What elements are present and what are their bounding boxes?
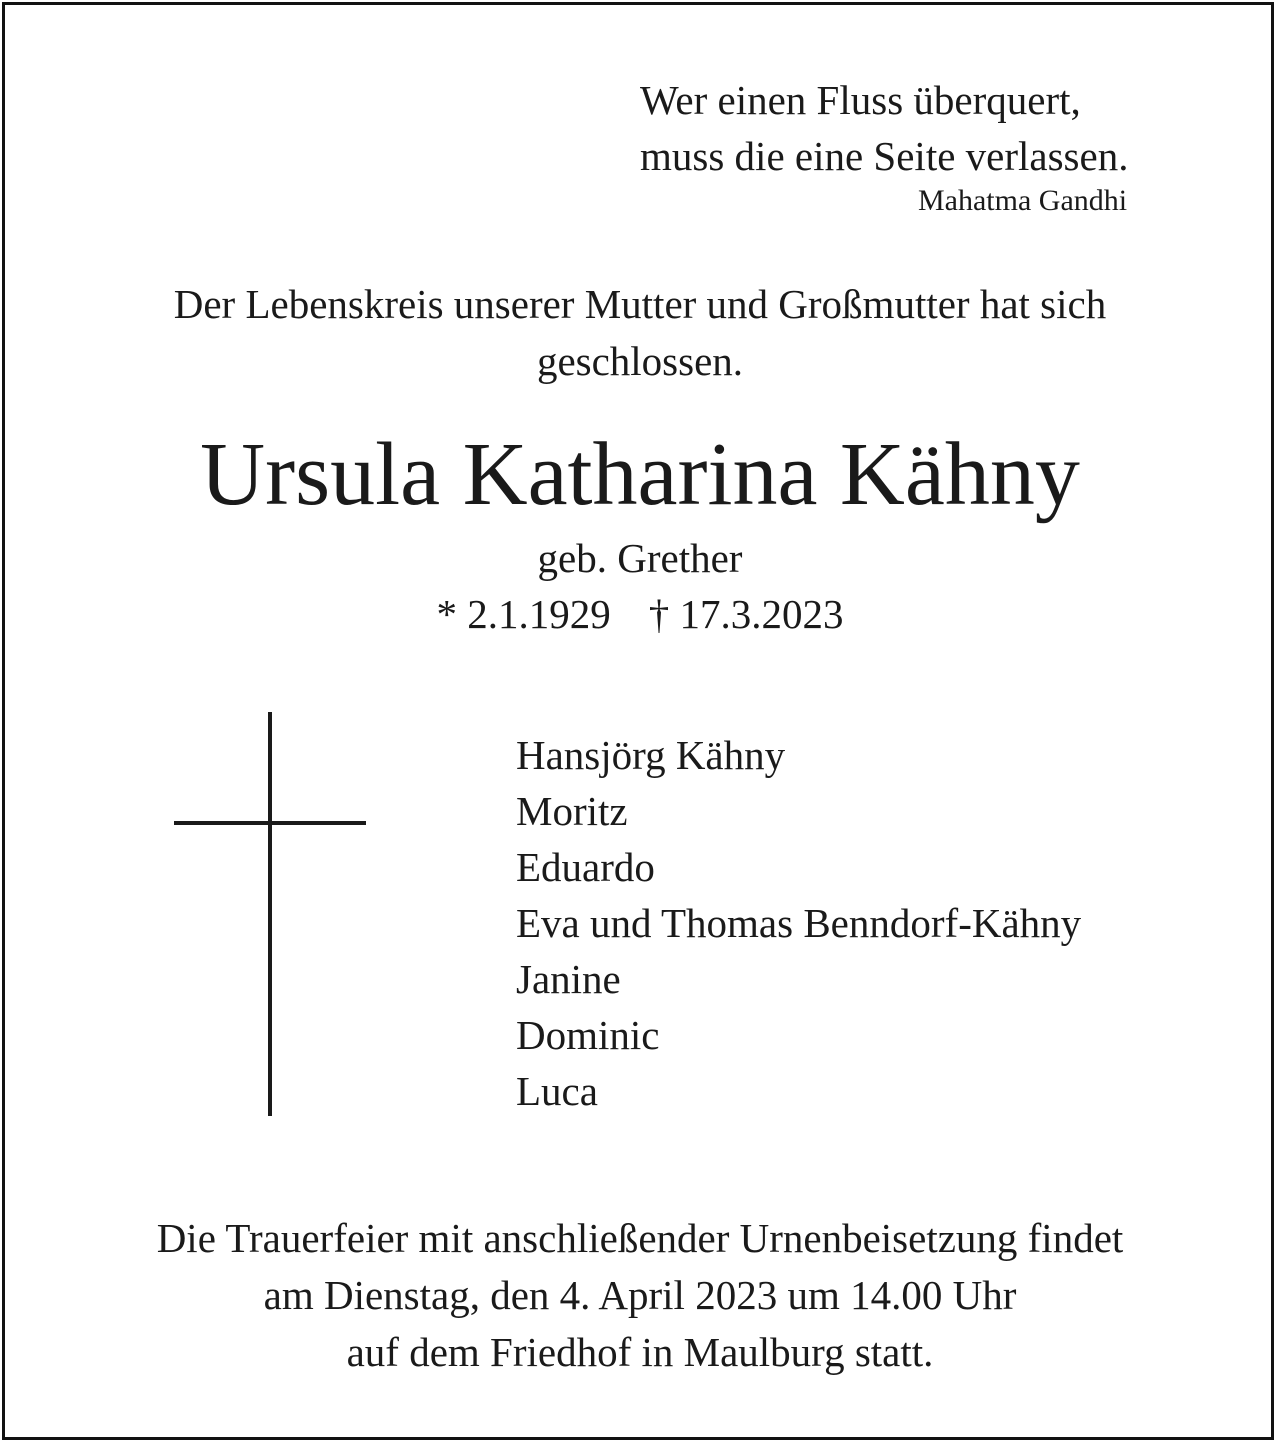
quote-line-1: Wer einen Fluss überquert,: [640, 77, 1081, 123]
mourner: Hansjörg Kähny: [516, 732, 786, 778]
death-date: † 17.3.2023: [648, 591, 844, 637]
intro-line-1: Der Lebenskreis unserer Mutter und Großmutter hat sich: [173, 281, 1107, 327]
mourner: Eduardo: [516, 844, 655, 890]
cross-vertical-bar: [268, 712, 272, 1116]
mourners-list: [516, 727, 1081, 1119]
quote: [640, 72, 1240, 184]
funeral-line-1: Die Trauerfeier mit anschließender Urnenbeisetzung findet: [156, 1215, 1124, 1261]
mourner: Moritz: [516, 788, 628, 834]
cross-horizontal-bar: [174, 821, 366, 825]
intro-text: [60, 276, 1220, 390]
mourner: Eva und Thomas Benndorf-Kähny: [516, 900, 1082, 946]
quote-author: Mahatma Gandhi: [918, 184, 1128, 217]
cross-icon: [172, 712, 368, 1118]
funeral-line-2: am Dienstag, den 4. April 2023 um 14.00 Uhr: [263, 1272, 1017, 1318]
birth-date: * 2.1.1929: [436, 591, 611, 637]
maiden-name: geb. Grether: [537, 535, 743, 581]
funeral-line-3: auf dem Friedhof in Maulburg statt.: [346, 1329, 934, 1375]
funeral-info: [40, 1210, 1240, 1381]
deceased-name: Ursula Katharina Kähny: [200, 425, 1080, 524]
mourner: Luca: [516, 1068, 598, 1114]
quote-line-2: muss die eine Seite verlassen.: [640, 133, 1129, 179]
mourner: Janine: [516, 956, 621, 1002]
life-dates: [40, 586, 1240, 642]
intro-line-2: geschlossen.: [536, 338, 744, 384]
mourner: Dominic: [516, 1012, 660, 1058]
